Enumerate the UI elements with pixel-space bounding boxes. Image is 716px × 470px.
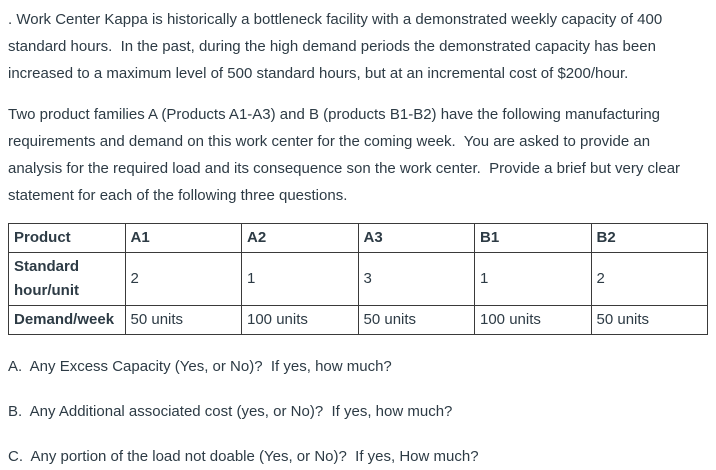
table-header-row [9,224,708,253]
instructions-paragraph: Two product families A (Products A1-A3) and B (products B1-B2) have the following manufacturing requirements and demand on this work center for the coming week. You are asked to provide an analysis for the required load and its consequence son the work center. Provide a brief but very clear statement for each of the following three questions. [8,106,685,204]
table-header-a1: A1 [125,224,242,253]
cell-demand-b2: 50 units [591,306,708,335]
table-header-b1: B1 [475,224,592,253]
table-row-demand [9,306,708,335]
table-header-b2: B2 [591,224,708,253]
cell-standard-b2: 2 [591,253,708,306]
intro-paragraph: . Work Center Kappa is historically a bottleneck facility with a demonstrated weekly capacity of 400 standard hours. In the past, during the high demand periods the demonstrated capacity has been increased to a maximum level of 500 standard hours, but at an incremental cost of $200/hour. [8,11,667,82]
table-row-standard-hours [9,253,708,306]
cell-standard-b1: 1 [475,253,592,306]
question-a: A. Any Excess Capacity (Yes, or No)? If yes, how much? [8,358,392,375]
table-header-product: Product [9,224,126,253]
cell-demand-a1: 50 units [125,306,242,335]
cell-standard-a3: 3 [358,253,475,306]
question-c: C. Any portion of the load not doable (Yes, or No)? If yes, How much? [8,448,479,465]
product-demand-table [8,223,708,335]
cell-demand-b1: 100 units [475,306,592,335]
cell-demand-a3: 50 units [358,306,475,335]
cell-demand-a2: 100 units [242,306,359,335]
row-label-standard-hours: Standard hour/unit [9,253,126,306]
cell-standard-a2: 1 [242,253,359,306]
cell-standard-a1: 2 [125,253,242,306]
table-header-a2: A2 [242,224,359,253]
question-b: B. Any Additional associated cost (yes, or No)? If yes, how much? [8,403,453,420]
table-header-a3: A3 [358,224,475,253]
row-label-demand: Demand/week [9,306,126,335]
